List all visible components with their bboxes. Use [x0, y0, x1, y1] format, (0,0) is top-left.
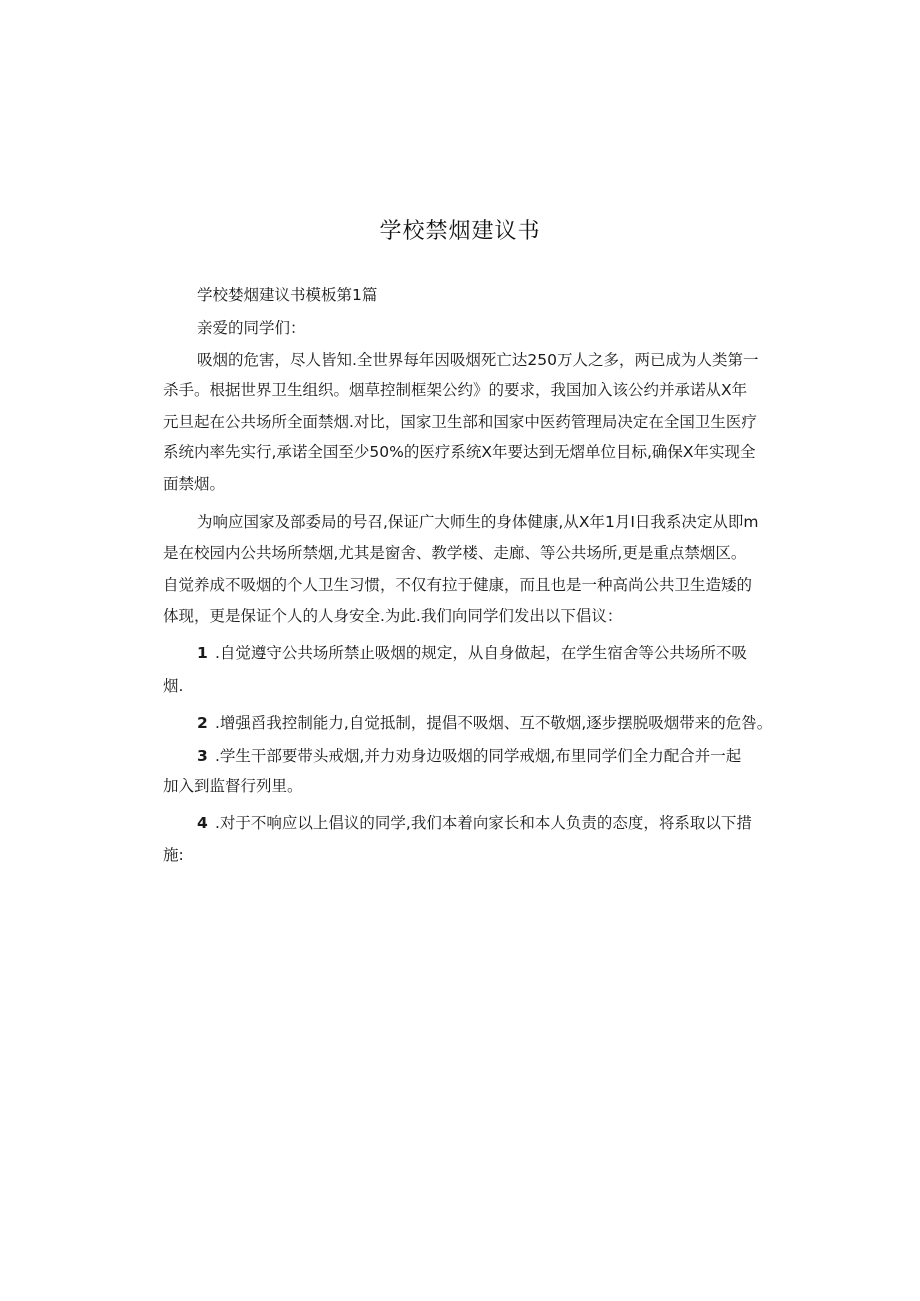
list-item-text: .对于不响应以上倡议的同学,我们本着向家长和本人负责的态度，将系取以下措 [215, 814, 752, 832]
list-item-number: 3 [197, 747, 208, 765]
list-item-continuation: 烟. [163, 677, 184, 695]
list-item-number: 4 [197, 814, 208, 832]
list-item-text: .自觉遵守公共场所禁止吸烟的规定，从自身做起，在学生宿舍等公共场所不吸 [215, 644, 747, 662]
list-item [197, 741, 741, 771]
list-item-number: 1 [197, 644, 208, 662]
paragraph1-line: 系统内率先实行,承诺全国至少50%的医疗系统X年要达到无熠单位目标,确保X年实现全 [163, 443, 756, 461]
paragraph2-line: 为响应国家及部委局的号召,保证广大师生的身体健康,从X年1月I日我系决定从即m [197, 513, 759, 531]
list-item [197, 638, 747, 668]
paragraph1-line: 吸烟的危害，尽人皆知.全世界每年因吸烟死亡达250万人之多，两已成为人类第一 [197, 351, 759, 369]
salutation: 亲爱的同学们： [197, 319, 306, 337]
paragraph2-line: 是在校园内公共场所禁烟,尤其是窗舍、教学楼、走廊、等公共场所,更是重点禁烟区。 [163, 544, 747, 562]
paragraph1-line: 面禁烟。 [163, 475, 226, 493]
template-subtitle: 学校婪烟建议书模板第1篇 [197, 286, 378, 304]
document-title: 学校禁烟建议书 [379, 219, 541, 244]
paragraph1-line: 杀手。根据世界卫生组织。烟草控制框架公约》的要求，我国加入该公约并承诺从X年 [163, 381, 748, 399]
paragraph1-line: 元旦起在公共场所全面禁烟.对比，国家卫生部和国家中医药管理局决定在全国卫生医疗 [163, 413, 757, 431]
list-item-continuation: 施: [163, 846, 184, 864]
paragraph2-line: 体现，更是保证个人的人身安全.为此.我们向同学们发出以下倡议： [163, 607, 623, 625]
list-item-text: .学生干部要带头戒烟,并力劝身边吸烟的同学戒烟,布里同学们全力配合并一起 [215, 747, 742, 765]
paragraph2-line: 自觉养成不吸烟的个人卫生习惯，不仅有拉于健康，而且也是一种高尚公共卫生造矮的 [163, 576, 753, 594]
list-item-continuation: 加入到监督行列里。 [163, 777, 303, 795]
list-item [197, 708, 772, 738]
list-item-number: 2 [197, 714, 208, 732]
list-item [197, 808, 752, 838]
list-item-text: .增强舀我控制能力,自觉抵制，提倡不吸烟、互不敬烟,逐步摆脱吸烟带来的危咎。 [215, 714, 773, 732]
